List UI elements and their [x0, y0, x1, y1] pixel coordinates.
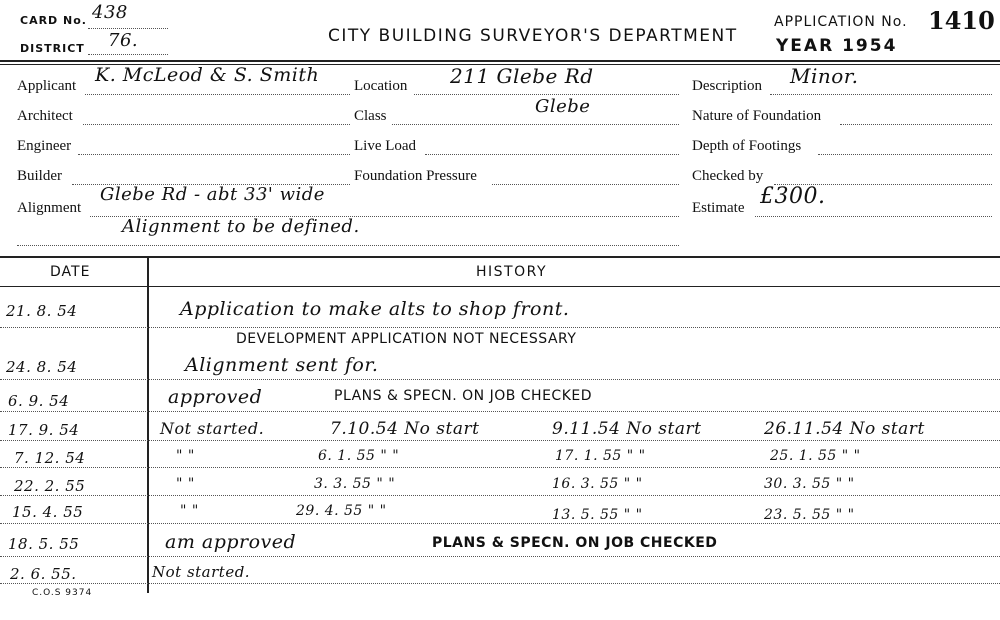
history-row-entry-3: 17. 1. 55 " " — [555, 448, 646, 464]
application-no-label: APPLICATION No. — [774, 14, 908, 30]
card-no-label: CARD No. — [20, 14, 87, 27]
history-row-entry-2: 6. 1. 55 " " — [318, 448, 400, 464]
history-row-date: 7. 12. 54 — [14, 449, 86, 467]
district-value: 76. — [108, 30, 139, 51]
alignment-label: Alignment — [17, 200, 82, 216]
location-label: Location — [354, 78, 408, 94]
alignment-value-line-1: Glebe Rd - abt 33' wide — [100, 184, 325, 205]
header-rule — [0, 60, 1000, 62]
history-row-note: Application to make alts to shop front. — [180, 298, 570, 320]
history-row-stamp: PLANS & SPECN. ON JOB CHECKED — [432, 535, 718, 551]
description-value: Minor. — [790, 64, 859, 88]
year-label: YEAR 1954 — [776, 36, 898, 56]
estimate-value: £300. — [760, 184, 826, 209]
history-row-date: 6. 9. 54 — [8, 392, 70, 410]
history-row-note: Not started. — [152, 563, 251, 581]
history-row-date: 17. 9. 54 — [8, 421, 80, 439]
history-row-entry-1: Not started. — [160, 419, 265, 438]
applicant-value: K. McLeod & S. Smith — [95, 64, 320, 86]
nature-of-foundation-label: Nature of Foundation — [692, 108, 822, 124]
card-no-value: 438 — [92, 2, 128, 23]
history-row-entry-4: 25. 1. 55 " " — [770, 448, 861, 464]
live-load-label: Live Load — [354, 138, 417, 154]
class-label: Class — [354, 108, 387, 124]
history-header-rule — [0, 286, 1000, 287]
history-row-date: 22. 2. 55 — [14, 477, 86, 495]
department-title: CITY BUILDING SURVEYOR'S DEPARTMENT — [328, 26, 738, 46]
engineer-label: Engineer — [17, 138, 72, 154]
history-row-entry-1: " " — [176, 476, 195, 492]
history-row-stamp: PLANS & SPECN. ON JOB CHECKED — [334, 388, 593, 404]
history-row-note: approved — [168, 386, 263, 408]
foundation-pressure-label: Foundation Pressure — [354, 168, 477, 184]
estimate-label: Estimate — [692, 200, 745, 216]
date-column-divider — [147, 258, 149, 593]
history-column-header: HISTORY — [476, 264, 547, 280]
application-no-value: 1410 — [928, 6, 995, 35]
history-row-entry-4: 30. 3. 55 " " — [764, 476, 855, 492]
architect-label: Architect — [17, 108, 73, 124]
history-row-entry-3: 16. 3. 55 " " — [552, 476, 643, 492]
class-value: Glebe — [535, 96, 591, 117]
history-row-entry-2: 3. 3. 55 " " — [314, 476, 396, 492]
checked-by-label: Checked by — [692, 168, 764, 184]
history-row-date: 24. 8. 54 — [6, 358, 78, 376]
history-row-entry-1: " " — [180, 503, 199, 519]
form-code: C.O.S 9374 — [32, 588, 93, 598]
history-row-entry-4: 26.11.54 No start — [764, 419, 925, 439]
history-rule-top — [0, 256, 1000, 258]
history-row-date: 2. 6. 55. — [10, 565, 77, 583]
history-row-entry-1: " " — [176, 448, 195, 464]
history-row-entry-3: 13. 5. 55 " " — [552, 507, 643, 523]
history-row-date: 21. 8. 54 — [6, 302, 78, 320]
history-row-date: 15. 4. 55 — [12, 503, 84, 521]
history-row-entry-4: 23. 5. 55 " " — [764, 507, 855, 523]
district-label: DISTRICT — [20, 42, 85, 55]
alignment-value-line-2: Alignment to be defined. — [122, 216, 360, 237]
history-row-entry-3: 9.11.54 No start — [552, 419, 702, 439]
applicant-label: Applicant — [17, 78, 77, 94]
depth-of-footings-label: Depth of Footings — [692, 138, 802, 154]
date-column-header: DATE — [50, 264, 91, 280]
location-value: 211 Glebe Rd — [450, 64, 594, 88]
history-row-note: am approved — [165, 531, 297, 553]
builder-label: Builder — [17, 168, 62, 184]
history-row-entry-2: 7.10.54 No start — [330, 419, 480, 439]
history-row-date: 18. 5. 55 — [8, 535, 80, 553]
history-row-stamp: DEVELOPMENT APPLICATION NOT NECESSARY — [236, 331, 577, 347]
description-label: Description — [692, 78, 762, 94]
history-row-note: Alignment sent for. — [185, 354, 379, 376]
history-row-entry-2: 29. 4. 55 " " — [296, 503, 387, 519]
